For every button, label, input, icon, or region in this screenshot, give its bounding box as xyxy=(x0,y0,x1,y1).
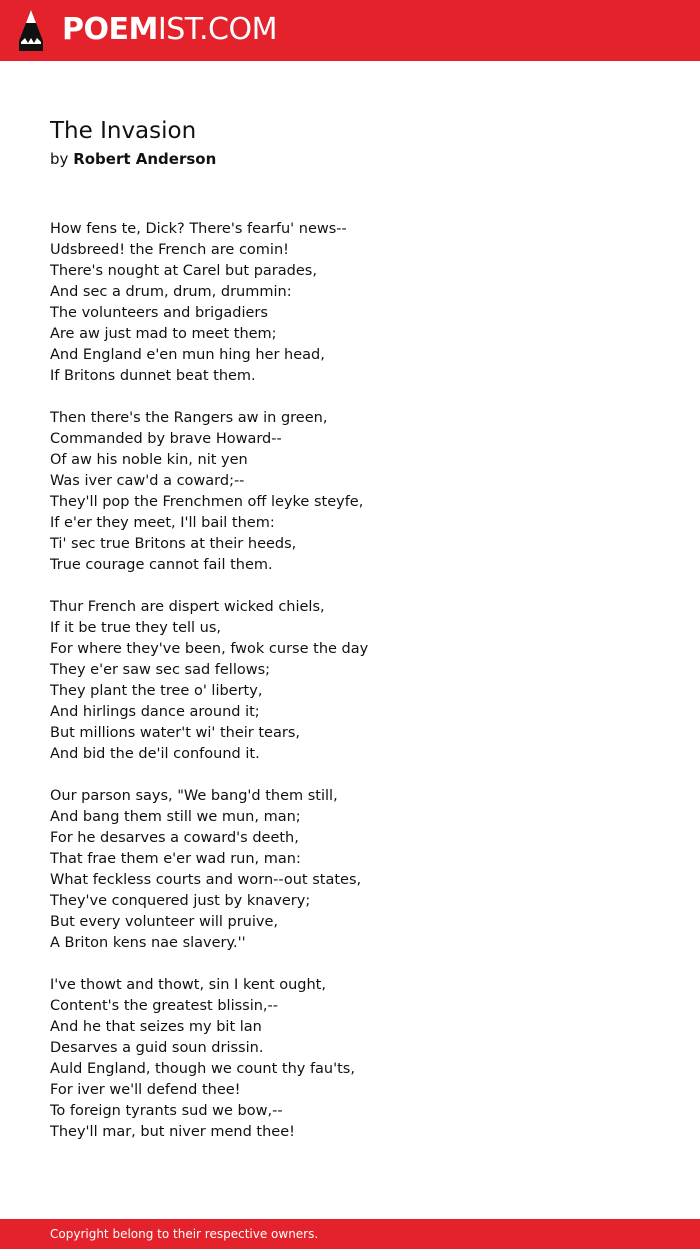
poem-line: They'll pop the Frenchmen off leyke steyfe, xyxy=(50,494,364,510)
poem-line: There's nought at Carel but parades, xyxy=(50,263,317,279)
poem-line: And he that seizes my bit lan xyxy=(50,1019,262,1035)
poem-line: They e'er saw sec sad fellows; xyxy=(50,662,271,678)
site-footer xyxy=(0,1219,700,1249)
poem-line: But every volunteer will pruive, xyxy=(50,914,279,930)
poem-line: Desarves a guid soun drissin. xyxy=(50,1040,264,1056)
poem-title: The Invasion xyxy=(50,118,197,144)
poem-line: If it be true they tell us, xyxy=(50,620,222,636)
poem-line: For iver we'll defend thee! xyxy=(50,1082,241,1098)
poem-line: And bid the de'il confound it. xyxy=(50,746,260,762)
poem-line: Then there's the Rangers aw in green, xyxy=(50,410,328,426)
poem-line: For he desarves a coward's deeth, xyxy=(50,830,299,846)
poem-line: True courage cannot fail them. xyxy=(50,557,273,573)
poem-line: Of aw his noble kin, nit yen xyxy=(50,452,248,468)
poem-line: I've thowt and thowt, sin I kent ought, xyxy=(50,977,326,993)
poem-line: But millions water't wi' their tears, xyxy=(50,725,300,741)
poem-line: The volunteers and brigadiers xyxy=(50,305,268,321)
poem-line: Was iver caw'd a coward;-- xyxy=(50,473,245,489)
site-header xyxy=(0,0,700,61)
poem-line: Ti' sec true Britons at their heeds, xyxy=(50,536,297,552)
author-name: Robert Anderson xyxy=(73,150,217,168)
poem-stanza xyxy=(50,219,650,387)
by-prefix: by xyxy=(50,150,69,168)
poem-stanza xyxy=(50,408,650,576)
poem-line: And England e'en mun hing her head, xyxy=(50,347,325,363)
poem-stanza xyxy=(50,786,650,954)
logo-bold-part: POEM xyxy=(62,12,158,47)
poem-body xyxy=(50,219,650,1164)
poem-stanza xyxy=(50,597,650,765)
poem-line: How fens te, Dick? There's fearfu' news-- xyxy=(50,221,347,237)
poem-line: What feckless courts and worn--out states, xyxy=(50,872,362,888)
poem-line: Content's the greatest blissin,-- xyxy=(50,998,278,1014)
poem-stanza xyxy=(50,975,650,1143)
poem-line: A Briton kens nae slavery.'' xyxy=(50,935,246,951)
copyright-notice: Copyright belong to their respective owners. xyxy=(50,1227,319,1241)
poem-line: To foreign tyrants sud we bow,-- xyxy=(50,1103,283,1119)
poem-line: Auld England, though we count thy fau'ts, xyxy=(50,1061,355,1077)
poem-line: And hirlings dance around it; xyxy=(50,704,260,720)
poem-line: They'll mar, but niver mend thee! xyxy=(50,1124,295,1140)
poem-line: They've conquered just by knavery; xyxy=(50,893,311,909)
pencil-logo-icon[interactable] xyxy=(17,9,45,53)
site-logo-text[interactable] xyxy=(62,12,277,48)
byline xyxy=(50,148,216,170)
poem-line: Thur French are dispert wicked chiels, xyxy=(50,599,325,615)
poem-line: And sec a drum, drum, drummin: xyxy=(50,284,292,300)
poem-line: Udsbreed! the French are comin! xyxy=(50,242,289,258)
poem-line: Our parson says, "We bang'd them still, xyxy=(50,788,338,804)
poem-line: For where they've been, fwok curse the day xyxy=(50,641,369,657)
poem-line: If e'er they meet, I'll bail them: xyxy=(50,515,275,531)
poem-line: If Britons dunnet beat them. xyxy=(50,368,256,384)
logo-light-part: IST.COM xyxy=(157,12,277,47)
poem-line: They plant the tree o' liberty, xyxy=(50,683,263,699)
poem-line: That frae them e'er wad run, man: xyxy=(50,851,301,867)
poem-line: Commanded by brave Howard-- xyxy=(50,431,282,447)
poem-line: And bang them still we mun, man; xyxy=(50,809,301,825)
poem-line: Are aw just mad to meet them; xyxy=(50,326,277,342)
